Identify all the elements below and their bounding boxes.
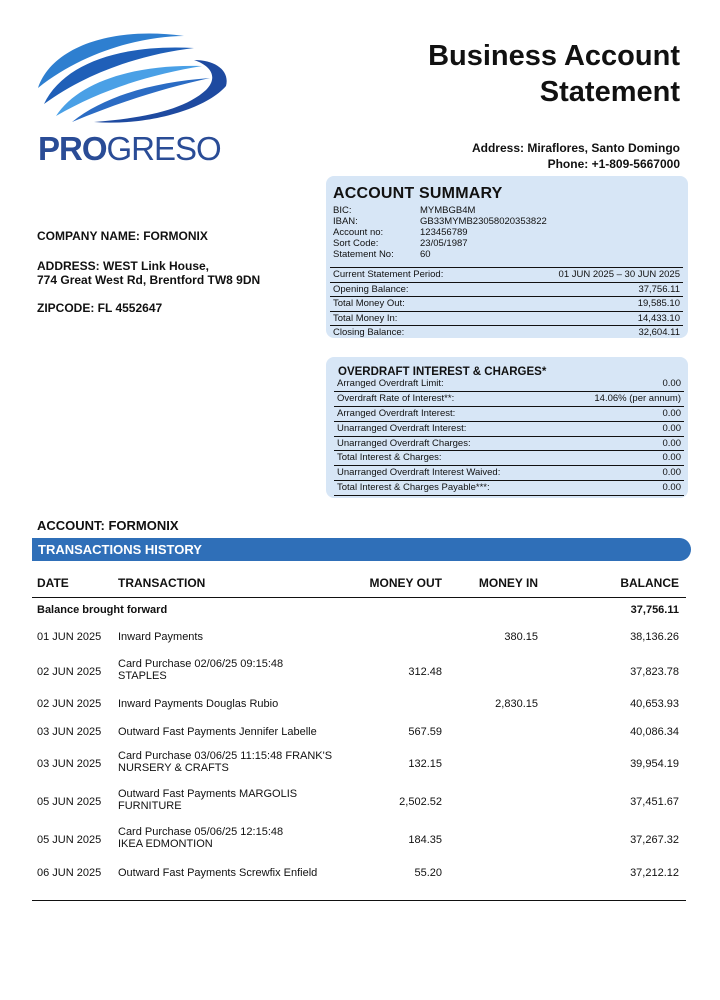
col-money-in: MONEY IN bbox=[478, 576, 538, 590]
overdraft-row: Unarranged Overdraft Interest Waived: 0.00 bbox=[334, 466, 684, 481]
bank-contact bbox=[472, 140, 680, 172]
col-transaction: TRANSACTION bbox=[118, 576, 206, 590]
overdraft-row: Unarranged Overdraft Charges: 0.00 bbox=[334, 437, 684, 452]
company-address-line1: ADDRESS: WEST Link House, bbox=[37, 259, 210, 273]
summary-totals bbox=[330, 267, 683, 340]
table-bottom-rule bbox=[32, 900, 686, 901]
company-name: COMPANY NAME: FORMONIX bbox=[37, 229, 208, 243]
detail-row: BIC: MYMBGB4M bbox=[333, 205, 476, 216]
company-address-line2: 774 Great West Rd, Brentford TW8 9DN bbox=[37, 273, 261, 287]
summary-row: Current Statement Period: 01 JUN 2025 – 30 JUN 2025 bbox=[330, 267, 683, 282]
overdraft-row: Arranged Overdraft Interest: 0.00 bbox=[334, 407, 684, 422]
transactions-history-header: TRANSACTIONS HISTORY bbox=[32, 538, 691, 561]
overdraft-row: Arranged Overdraft Limit: 0.00 bbox=[334, 377, 684, 392]
overdraft-row: Total Interest & Charges: 0.00 bbox=[334, 451, 684, 466]
document-title: Business Account Statement bbox=[428, 40, 680, 108]
summary-row: Total Money Out: 19,585.10 bbox=[330, 296, 683, 311]
summary-row: Closing Balance: 32,604.11 bbox=[330, 325, 683, 340]
account-label: ACCOUNT: FORMONIX bbox=[37, 518, 179, 533]
detail-row: Sort Code: 23/05/1987 bbox=[333, 238, 468, 249]
overdraft-panel bbox=[326, 357, 688, 498]
summary-row: Total Money In: 14,433.10 bbox=[330, 311, 683, 326]
account-summary-heading: ACCOUNT SUMMARY bbox=[333, 185, 503, 202]
col-money-out: MONEY OUT bbox=[369, 576, 442, 590]
account-details bbox=[333, 205, 547, 260]
overdraft-heading: OVERDRAFT INTEREST & CHARGES* bbox=[338, 366, 547, 378]
overdraft-row: Total Interest & Charges Payable***: 0.00 bbox=[334, 481, 684, 496]
overdraft-row: Overdraft Rate of Interest**: 14.06% (per annum) bbox=[334, 392, 684, 407]
bank-wordmark: PROGRESO bbox=[38, 130, 221, 167]
col-balance: BALANCE bbox=[620, 576, 679, 590]
bank-phone: Phone: +1-809-5667000 bbox=[547, 157, 680, 171]
col-date: DATE bbox=[37, 576, 69, 590]
detail-row: Statement No: 60 bbox=[333, 249, 431, 260]
bank-logo bbox=[34, 26, 230, 176]
account-summary-panel bbox=[326, 176, 688, 338]
swoosh-logo-icon bbox=[34, 26, 230, 130]
detail-row: Account no: 123456789 bbox=[333, 227, 468, 238]
table-header bbox=[32, 573, 686, 598]
detail-row: IBAN: GB33MYMB23058020353822 bbox=[333, 216, 547, 227]
summary-row: Opening Balance: 37,756.11 bbox=[330, 282, 683, 297]
company-details bbox=[37, 229, 260, 315]
bank-address: Address: Miraflores, Santo Domingo bbox=[471, 141, 680, 155]
overdraft-rows bbox=[334, 377, 684, 496]
overdraft-row: Unarranged Overdraft Interest: 0.00 bbox=[334, 422, 684, 437]
company-zipcode: ZIPCODE: FL 4552647 bbox=[37, 301, 163, 315]
